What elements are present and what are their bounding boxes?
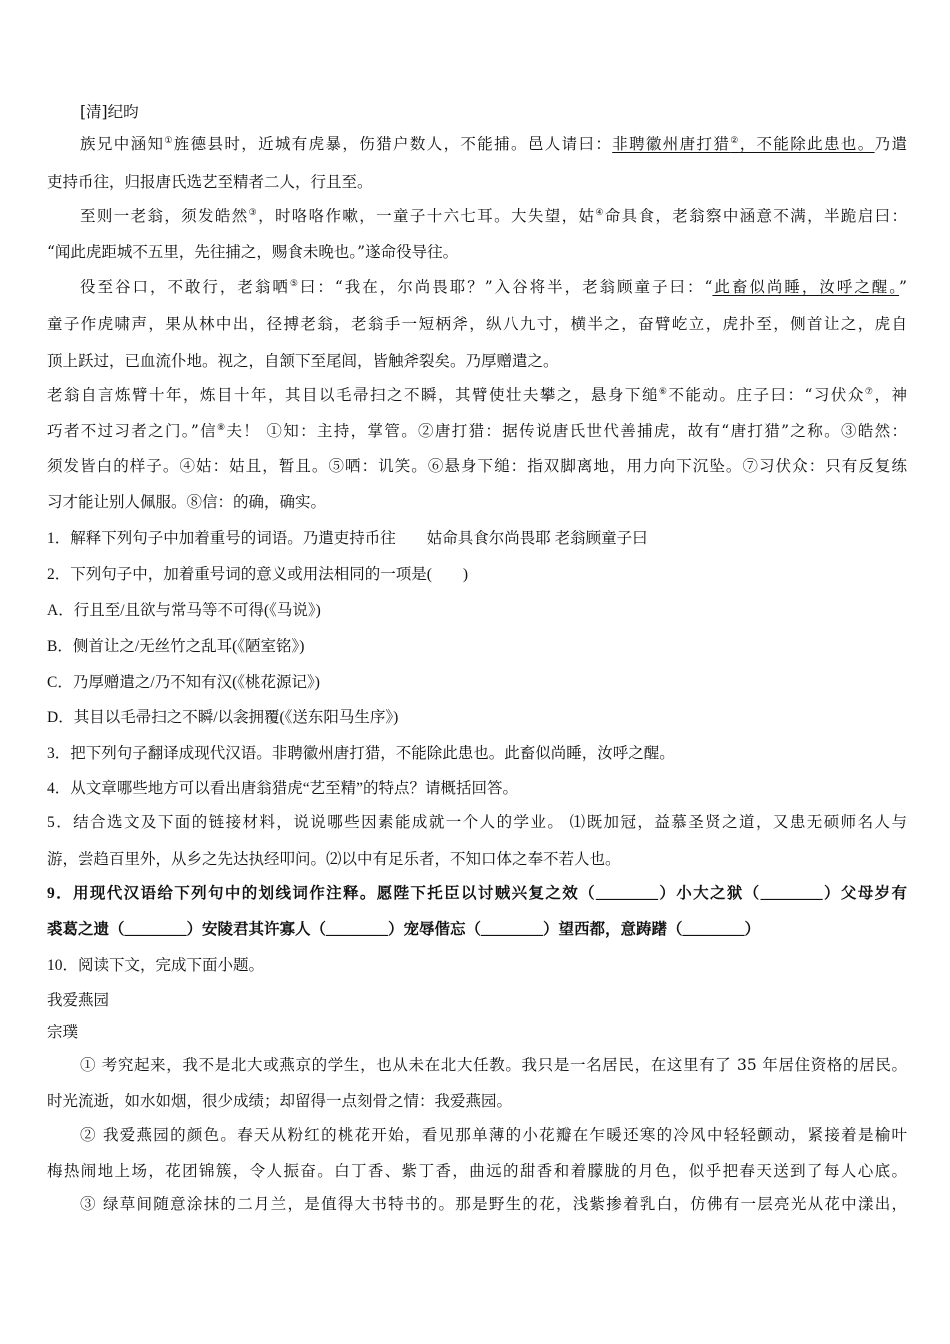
question-10: 10．阅读下文，完成下面小题。 [47,957,265,974]
passage-paragraph-line: 族兄中涵知①旌德县时，近城有虎暴，伤猎户数人，不能捕。邑人请曰：非聘徽州唐打猎②，不能除此患也。乃遣 [80,135,907,153]
passage-paragraph-line: 顶上跃过，已血流仆地。视之，自颔下至尾闾，皆触斧裂矣。乃厚赠遣之。 [47,352,559,370]
article-paragraph-line: ③ 绿草间随意涂抹的二月兰，是值得大书特书的。那是野生的花，浅紫掺着乳白，仿佛有一层亮光从花中漾出， [80,1195,907,1213]
passage-author: [清]纪昀 [80,103,139,121]
option-d: D．其目以毛帚扫之不瞬/以衾拥覆(《送东阳马生序》) [47,709,399,726]
option-b: B．侧首让之/无丝竹之乱耳(《陋室铭》) [47,638,305,655]
underlined-phrase: 非聘徽州唐打猎②，不能除此患也。 [612,135,875,153]
question-1: 1．解释下列句子中加着重号的词语。乃遣吏持币往 姑命具食尔尚畏耶 老翁顾童子曰 [47,530,648,547]
question-5: 5．结合选文及下面的链接材料，说说哪些因素能成就一个人的学业。 ⑴既加冠，益慕圣贤之道，又患无硕师名人与 [47,814,907,831]
option-a: A．行且至/且欲与常马等不可得(《马说》) [47,602,321,619]
question-4: 4．从文章哪些地方可以看出唐翁猎虎“艺至精”的特点？请概括回答。 [47,780,519,797]
passage-paragraph-line: 老翁自言炼臂十年，炼目十年，其目以毛帚扫之不瞬，其臂使壮夫攀之，悬身下缒⑥不能动。庄子曰：“习伏众⑦，神 [47,386,907,404]
passage-paragraph-line: 役至谷口，不敢行，老翁哂⑤曰：“我在，尔尚畏耶？”入谷将半，老翁顾童子曰：“此畜似尚睡，汝呼之醒。” [80,278,907,296]
passage-paragraph-line: 吏持币往，归报唐氏选艺至精者二人，行且至。 [47,173,373,191]
article-author: 宗璞 [47,1023,79,1041]
option-c: C．乃厚赠遣之/乃不知有汉(《桃花源记》) [47,674,320,691]
passage-paragraph-line: “闻此虎距城不五里，先往捕之，赐食未晚也。”遂命役导往。 [47,243,459,261]
underlined-phrase: 此畜似尚睡，汝呼之醒。 [712,278,900,296]
annotation-line: 习才能让别人佩服。⑧信：的确，确实。 [47,494,327,511]
question-5-continued: 游，尝趋百里外，从乡之先达执经叩问。⑵以中有足乐者，不知口体之奉不若人也。 [47,851,621,868]
question-3: 3．把下列句子翻译成现代汉语。非聘徽州唐打猎，不能除此患也。此畜似尚睡，汝呼之醒。 [47,745,675,762]
question-9-continued: 裘葛之遗（________）安陵君其许寡人（________）宠辱偕忘（________）望西都，意踌躇（________） [47,921,761,938]
article-paragraph-line: 时光流逝，如水如烟，很少成绩；却留得一点刻骨之情：我爱燕园。 [47,1092,513,1110]
annotation-line: 须发皆白的样子。④姑：姑且，暂且。⑤哂：讥笑。⑥悬身下缒：指双脚离地，用力向下沉坠。⑦习伏众：只有反复练 [47,458,907,475]
question-2: 2．下列句子中，加着重号词的意义或用法相同的一项是( ) [47,566,469,583]
passage-paragraph-line: 至则一老翁，须发皓然③，时咯咯作嗽，一童子十六七耳。大失望，姑④命具食，老翁察中涵意不满，半跪启曰： [80,207,907,225]
passage-paragraph-line: 巧者不过习者之门。”信⑧夫！ ①知：主持，掌管。②唐打猎：据传说唐氏世代善捕虎，故有“唐打猎”之称。③皓然： [47,422,907,440]
question-9: 9．用现代汉语给下列句中的划线词作注释。愿陛下托臣以讨贼兴复之效（________）小大之狱（________）父母岁有 [47,885,907,902]
article-paragraph-line: ② 我爱燕园的颜色。春天从粉红的桃花开始，看见那单薄的小花瓣在乍暖还寒的冷风中轻轻颤动，紧接着是榆叶 [80,1126,907,1144]
article-paragraph-line: ① 考究起来，我不是北大或燕京的学生，也从未在北大任教。我只是一名居民，在这里有了 35 年居住资格的居民。 [80,1056,907,1074]
article-paragraph-line: 梅热闹地上场，花团锦簇，令人振奋。白丁香、紫丁香，曲远的甜香和着朦胧的月色，似乎把春天送到了每人心底。 [47,1162,907,1180]
article-title: 我爱燕园 [47,991,110,1009]
passage-paragraph-line: 童子作虎啸声，果从林中出，径搏老翁，老翁手一短柄斧，纵八九寸，横半之，奋臂屹立，虎扑至，侧首让之，虎自 [47,315,907,333]
